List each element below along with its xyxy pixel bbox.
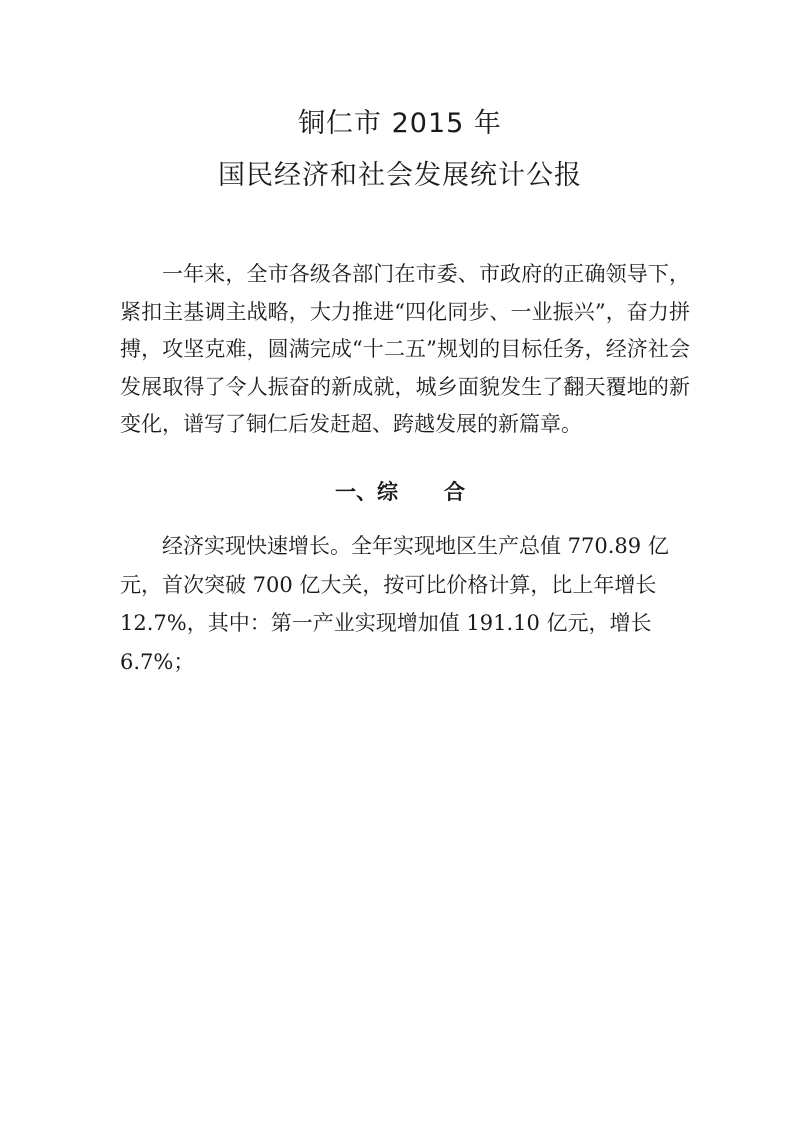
- title-line-1: 铜仁市 2015 年: [298, 108, 502, 139]
- section-heading-overview: [0, 476, 800, 508]
- title-line-2: 国民经济和社会发展统计公报: [218, 160, 582, 191]
- section-heading-part-1: 一、综: [335, 480, 398, 504]
- report-title: [0, 98, 800, 202]
- overview-paragraph: 经济实现快速增长。全年实现地区生产总值 770.89 亿元，首次突破 700 亿大关，按可比价格计算，比上年增长 12.7%，其中：第一产业实现增加值 191.10 亿元，增长 6.7%；: [120, 534, 669, 674]
- intro-paragraph: 一年来，全市各级各部门在市委、市政府的正确领导下，紧扣主基调主战略，大力推进“四化同步、一业振兴”，奋力拼搏，攻坚克难，圆满完成“十二五”规划的目标任务，经济社会发展取得了令人振奋的新成就，城乡面貌发生了翻天覆地的新变化，谱写了铜仁后发赶超、跨越发展的新篇章。: [120, 262, 690, 436]
- section-heading-part-2: 合: [444, 480, 465, 504]
